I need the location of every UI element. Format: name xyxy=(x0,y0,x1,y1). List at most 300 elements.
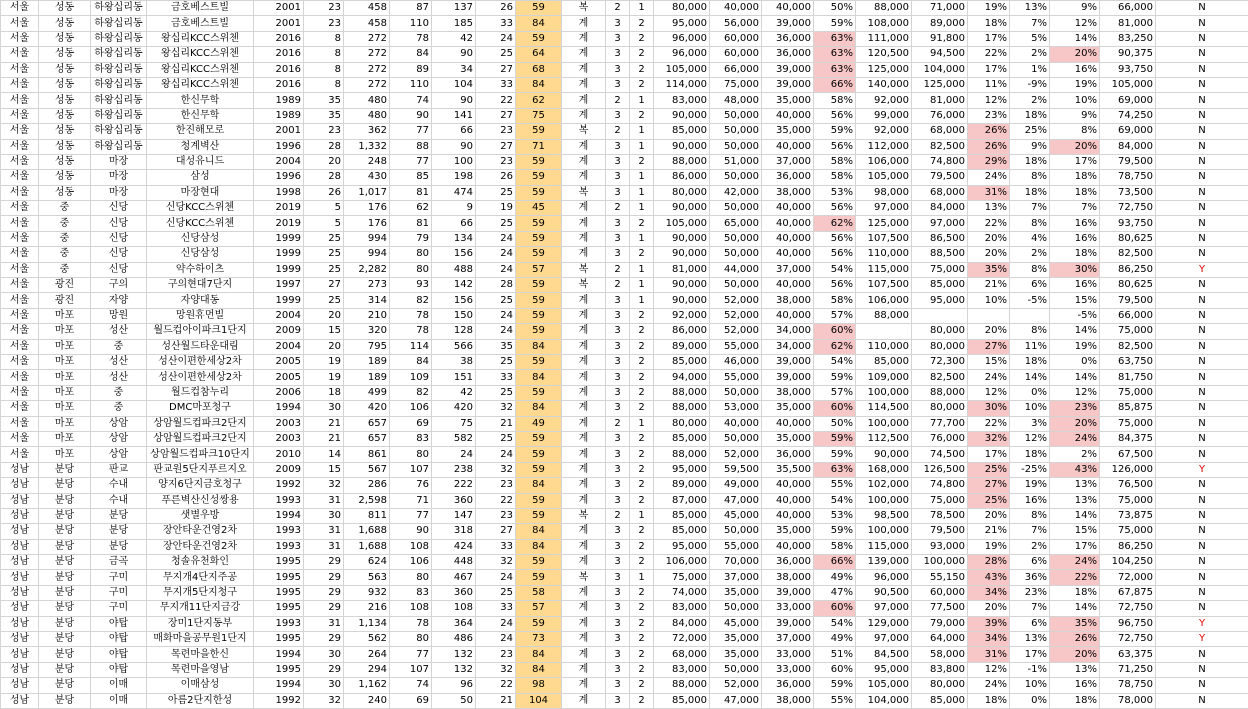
table-cell: 59 xyxy=(516,493,562,508)
table-cell: 320 xyxy=(344,324,390,339)
table-cell: 33,000 xyxy=(762,662,814,677)
table-cell: 장안타운건영2차 xyxy=(147,539,254,554)
table-cell: N xyxy=(1156,154,1248,169)
table-cell: 85,000 xyxy=(654,431,710,446)
table-cell: 3 xyxy=(606,555,630,570)
table-cell: 서울 xyxy=(1,278,39,293)
table-cell: 30 xyxy=(304,508,344,523)
table-cell: 계 xyxy=(562,385,606,400)
table-cell: 84,000 xyxy=(912,201,968,216)
table-cell: 2 xyxy=(630,693,654,708)
table-cell: 75,000 xyxy=(710,77,762,92)
table-cell: 84,500 xyxy=(856,647,912,662)
table-cell: 77,700 xyxy=(912,416,968,431)
table-cell: 27 xyxy=(476,524,516,539)
table-cell: 2 xyxy=(630,647,654,662)
table-row xyxy=(1,478,1248,493)
table-cell: 12% xyxy=(1050,16,1100,31)
table-cell: 계 xyxy=(562,601,606,616)
table-cell: 1992 xyxy=(254,693,304,708)
table-cell: 72,750 xyxy=(1100,601,1156,616)
table-cell: 80 xyxy=(390,632,432,647)
table-cell: 84 xyxy=(516,524,562,539)
table-cell: 22% xyxy=(1050,570,1100,585)
table-cell: 판교원5단지푸르지오 xyxy=(147,462,254,477)
table-cell: 계 xyxy=(562,339,606,354)
table-cell: 66% xyxy=(814,77,856,92)
table-cell: 56% xyxy=(814,201,856,216)
table-cell: 23% xyxy=(968,108,1010,123)
table-cell: 66 xyxy=(432,124,476,139)
table-cell: 77 xyxy=(390,647,432,662)
table-cell: 60,000 xyxy=(710,47,762,62)
table-cell: 하왕십리동 xyxy=(91,124,147,139)
table-cell: 30 xyxy=(304,678,344,693)
table-cell: 서울 xyxy=(1,1,39,16)
table-cell: N xyxy=(1156,231,1248,246)
table-cell: 7% xyxy=(1010,16,1050,31)
table-cell: 97,000 xyxy=(912,216,968,231)
table-cell: 0% xyxy=(1050,354,1100,369)
table-cell: 59 xyxy=(516,555,562,570)
table-row xyxy=(1,247,1248,262)
table-cell: 5% xyxy=(1010,31,1050,46)
table-cell: N xyxy=(1156,539,1248,554)
table-cell: 88,000 xyxy=(856,308,912,323)
table-cell: 67,500 xyxy=(1100,447,1156,462)
table-cell: 657 xyxy=(344,416,390,431)
table-cell: 31 xyxy=(304,493,344,508)
table-cell: Y xyxy=(1156,632,1248,647)
table-cell: 59% xyxy=(814,16,856,31)
table-cell: 198 xyxy=(432,170,476,185)
table-cell: 27 xyxy=(476,62,516,77)
table-cell: 74,000 xyxy=(654,585,710,600)
table-row xyxy=(1,570,1248,585)
table-cell: 92,000 xyxy=(654,308,710,323)
table-cell: 무지개4단지주공 xyxy=(147,570,254,585)
table-cell: 98,500 xyxy=(856,508,912,523)
table-cell: 중 xyxy=(91,401,147,416)
table-cell: 서울 xyxy=(1,47,39,62)
table-cell: 마장 xyxy=(91,154,147,169)
table-cell: 18% xyxy=(1010,154,1050,169)
table-cell: 107 xyxy=(390,662,432,677)
table-cell: 복 xyxy=(562,278,606,293)
table-cell: 458 xyxy=(344,1,390,16)
table-cell: 63% xyxy=(814,62,856,77)
table-cell: 상암 xyxy=(91,447,147,462)
table-cell: 2% xyxy=(1010,247,1050,262)
table-cell: 115,000 xyxy=(856,262,912,277)
table-cell: 125,000 xyxy=(856,62,912,77)
table-cell: 480 xyxy=(344,108,390,123)
table-cell: 복 xyxy=(562,1,606,16)
table-cell: 4% xyxy=(1010,231,1050,246)
table-cell: N xyxy=(1156,139,1248,154)
table-cell: 66,000 xyxy=(1100,308,1156,323)
table-cell: 중 xyxy=(39,201,91,216)
table-cell: 26 xyxy=(304,185,344,200)
table-cell: 15% xyxy=(968,354,1010,369)
table-cell: 서울 xyxy=(1,339,39,354)
table-cell: 56% xyxy=(814,231,856,246)
table-cell: 36,000 xyxy=(762,170,814,185)
table-cell: 1 xyxy=(630,139,654,154)
table-cell: 계 xyxy=(562,447,606,462)
table-cell: 성남 xyxy=(1,647,39,662)
table-row xyxy=(1,678,1248,693)
table-cell: 성남 xyxy=(1,555,39,570)
table-cell: 2006 xyxy=(254,385,304,400)
table-cell: 6% xyxy=(1010,278,1050,293)
table-cell: 189 xyxy=(344,370,390,385)
table-cell: 37,000 xyxy=(762,632,814,647)
table-cell: 104 xyxy=(432,77,476,92)
table-cell: 64 xyxy=(516,47,562,62)
table-cell: 42 xyxy=(432,385,476,400)
table-cell xyxy=(968,308,1010,323)
table-cell: 100,000 xyxy=(912,555,968,570)
table-cell: 27% xyxy=(968,339,1010,354)
table-cell: 84,000 xyxy=(654,616,710,631)
table-cell: 3 xyxy=(606,77,630,92)
table-cell: 망원휴먼빌 xyxy=(147,308,254,323)
table-cell: 3 xyxy=(606,478,630,493)
table-cell: 2 xyxy=(630,77,654,92)
table-cell: 중 xyxy=(39,231,91,246)
table-cell: 32 xyxy=(476,555,516,570)
table-cell: 한진해모로 xyxy=(147,124,254,139)
table-cell: 1 xyxy=(630,170,654,185)
table-cell: 110,000 xyxy=(856,247,912,262)
table-cell: 98,000 xyxy=(856,185,912,200)
table-cell: 64,000 xyxy=(912,632,968,647)
table-cell: 왕십리KCC스위첸 xyxy=(147,77,254,92)
table-cell: 84 xyxy=(390,47,432,62)
table-cell: 신당KCC스위첸 xyxy=(147,201,254,216)
table-cell: 59 xyxy=(516,154,562,169)
table-cell: 75,000 xyxy=(1100,524,1156,539)
table-cell: 33,000 xyxy=(762,647,814,662)
table-cell: 분당 xyxy=(39,693,91,708)
table-cell: 50,000 xyxy=(710,385,762,400)
table-cell: 29 xyxy=(304,662,344,677)
table-cell: N xyxy=(1156,77,1248,92)
table-cell: 23 xyxy=(476,154,516,169)
table-cell: 23% xyxy=(1010,585,1050,600)
table-cell: 25 xyxy=(476,431,516,446)
table-cell: 성산이편한세상2차 xyxy=(147,370,254,385)
table-cell: 36,000 xyxy=(762,447,814,462)
table-cell: 59 xyxy=(516,1,562,16)
table-cell: 37,000 xyxy=(762,154,814,169)
table-cell: 18% xyxy=(1050,170,1100,185)
table-cell: 26% xyxy=(1050,632,1100,647)
table-cell: 8% xyxy=(1010,216,1050,231)
table-cell: 상암 xyxy=(91,431,147,446)
table-cell: 106 xyxy=(390,555,432,570)
table-cell: 68,000 xyxy=(654,647,710,662)
table-cell: 13% xyxy=(1050,478,1100,493)
table-cell: 31 xyxy=(304,616,344,631)
table-cell: 10% xyxy=(968,293,1010,308)
table-cell: 2 xyxy=(606,1,630,16)
table-cell: N xyxy=(1156,339,1248,354)
table-cell: 88,000 xyxy=(654,401,710,416)
table-cell: 248 xyxy=(344,154,390,169)
table-cell: 272 xyxy=(344,77,390,92)
table-cell: 84 xyxy=(390,354,432,369)
table-cell: 63,375 xyxy=(1100,647,1156,662)
table-cell: 상암월드컵파크2단지 xyxy=(147,431,254,446)
table-cell: 52,000 xyxy=(710,293,762,308)
table-cell: 40,000 xyxy=(762,1,814,16)
table-cell: 91,800 xyxy=(912,31,968,46)
table-cell: 38,000 xyxy=(762,385,814,400)
table-cell: 3 xyxy=(606,385,630,400)
table-cell: 59 xyxy=(516,31,562,46)
table-cell: 2016 xyxy=(254,77,304,92)
table-cell: 계 xyxy=(562,401,606,416)
table-cell: 38,000 xyxy=(762,570,814,585)
table-cell: 분당 xyxy=(39,585,91,600)
table-cell: 100 xyxy=(432,154,476,169)
table-cell: 1995 xyxy=(254,570,304,585)
table-cell: 2 xyxy=(630,401,654,416)
table-cell: 811 xyxy=(344,508,390,523)
table-cell: 2 xyxy=(630,108,654,123)
table-row xyxy=(1,632,1248,647)
table-cell: 76,500 xyxy=(1100,478,1156,493)
table-cell: 80 xyxy=(390,262,432,277)
table-cell: 16% xyxy=(1050,678,1100,693)
table-cell: 성동 xyxy=(39,16,91,31)
table-cell: 108 xyxy=(390,601,432,616)
table-cell: 88 xyxy=(390,139,432,154)
table-cell: 96,000 xyxy=(654,47,710,62)
table-cell: 1995 xyxy=(254,662,304,677)
table-cell: 81,000 xyxy=(654,262,710,277)
table-cell: 39,000 xyxy=(762,77,814,92)
table-cell: 성남 xyxy=(1,478,39,493)
table-cell: N xyxy=(1156,478,1248,493)
table-cell: 분당 xyxy=(39,678,91,693)
table-row xyxy=(1,339,1248,354)
table-cell: 75,000 xyxy=(1100,493,1156,508)
table-cell: 81,000 xyxy=(912,93,968,108)
table-cell: 2005 xyxy=(254,370,304,385)
table-cell: 10% xyxy=(1050,93,1100,108)
table-cell: 마포 xyxy=(39,339,91,354)
table-cell: 분당 xyxy=(91,524,147,539)
table-cell: 114,000 xyxy=(654,77,710,92)
table-cell: 66,000 xyxy=(1100,1,1156,16)
table-row xyxy=(1,324,1248,339)
table-cell: 서울 xyxy=(1,185,39,200)
table-cell: 69,000 xyxy=(1100,93,1156,108)
table-cell: 계 xyxy=(562,678,606,693)
table-cell: 85,000 xyxy=(654,693,710,708)
table-cell: 3 xyxy=(606,370,630,385)
table-cell: 80,625 xyxy=(1100,278,1156,293)
table-cell: 8 xyxy=(304,47,344,62)
table-cell: 3 xyxy=(606,524,630,539)
table-cell: 15 xyxy=(304,462,344,477)
table-row xyxy=(1,308,1248,323)
table-cell: 복 xyxy=(562,508,606,523)
table-cell: -9% xyxy=(1010,77,1050,92)
table-cell: 54% xyxy=(814,354,856,369)
table-cell: 53% xyxy=(814,185,856,200)
table-cell: -5% xyxy=(1010,293,1050,308)
table-cell: 97,000 xyxy=(856,201,912,216)
table-cell: 50,000 xyxy=(710,524,762,539)
table-cell: 1 xyxy=(630,262,654,277)
table-cell: 20 xyxy=(304,339,344,354)
table-cell: 무지개11단지금강 xyxy=(147,601,254,616)
table-cell: 22% xyxy=(968,416,1010,431)
table-cell: 36% xyxy=(1010,570,1050,585)
table-cell: 1,688 xyxy=(344,524,390,539)
table-row xyxy=(1,31,1248,46)
table-cell: N xyxy=(1156,124,1248,139)
table-cell: 22% xyxy=(968,216,1010,231)
table-cell: 이매 xyxy=(91,693,147,708)
table-cell: 34,000 xyxy=(762,324,814,339)
table-cell: 42 xyxy=(432,31,476,46)
table-cell: 120,500 xyxy=(856,47,912,62)
table-cell: 73,875 xyxy=(1100,508,1156,523)
table-cell: 서울 xyxy=(1,262,39,277)
table-cell: 90,000 xyxy=(856,447,912,462)
table-cell: 14% xyxy=(1050,31,1100,46)
table-cell: 55,000 xyxy=(710,339,762,354)
table-cell: 424 xyxy=(432,539,476,554)
table-cell: 85,000 xyxy=(856,354,912,369)
table-cell: 86,250 xyxy=(1100,262,1156,277)
table-cell: 8 xyxy=(304,31,344,46)
table-cell: 3 xyxy=(606,16,630,31)
table-cell: N xyxy=(1156,201,1248,216)
table-cell: 1993 xyxy=(254,616,304,631)
table-cell: 65,000 xyxy=(710,216,762,231)
table-cell: 3 xyxy=(606,431,630,446)
table-cell: 1,162 xyxy=(344,678,390,693)
table-cell: 17% xyxy=(1010,647,1050,662)
table-cell: 36,000 xyxy=(762,678,814,693)
table-cell: 21 xyxy=(304,431,344,446)
table-cell: 106,000 xyxy=(654,555,710,570)
table-cell: N xyxy=(1156,354,1248,369)
table-cell: 2019 xyxy=(254,201,304,216)
table-cell: 19 xyxy=(304,354,344,369)
table-cell: 40,000 xyxy=(762,247,814,262)
table-cell: 62% xyxy=(814,339,856,354)
table-cell: 90,000 xyxy=(654,201,710,216)
table-cell: 63% xyxy=(814,47,856,62)
table-cell: 114 xyxy=(390,339,432,354)
table-cell: 110 xyxy=(390,77,432,92)
table-cell: 134 xyxy=(432,231,476,246)
table-cell: 80,000 xyxy=(912,678,968,693)
table-cell: 84 xyxy=(516,647,562,662)
table-cell: 95,000 xyxy=(654,539,710,554)
table-cell: 계 xyxy=(562,31,606,46)
table-cell: 90,000 xyxy=(654,139,710,154)
table-cell: 계 xyxy=(562,431,606,446)
table-cell: 33 xyxy=(476,370,516,385)
table-cell: 왕십리KCC스위첸 xyxy=(147,47,254,62)
table-cell: 150 xyxy=(432,308,476,323)
table-cell: 25 xyxy=(476,293,516,308)
table-cell: 2 xyxy=(630,47,654,62)
table-cell: 2 xyxy=(630,632,654,647)
table-cell: 장미1단지동부 xyxy=(147,616,254,631)
table-cell: 복 xyxy=(562,124,606,139)
table-cell: 2001 xyxy=(254,1,304,16)
table-cell: 272 xyxy=(344,47,390,62)
table-cell: 58 xyxy=(516,585,562,600)
table-cell: 1,688 xyxy=(344,539,390,554)
table-cell: 83 xyxy=(390,431,432,446)
table-row xyxy=(1,662,1248,677)
table-row xyxy=(1,216,1248,231)
table-cell: 49,000 xyxy=(710,478,762,493)
table-cell: 29% xyxy=(968,154,1010,169)
table-cell: 20% xyxy=(1050,47,1100,62)
table-cell: 2003 xyxy=(254,431,304,446)
table-cell: 84,375 xyxy=(1100,431,1156,446)
table-cell: 40,000 xyxy=(710,416,762,431)
table-cell: 서울 xyxy=(1,77,39,92)
table-cell: 88,000 xyxy=(654,385,710,400)
table-cell: 성남 xyxy=(1,570,39,585)
table-cell: 111,000 xyxy=(856,31,912,46)
table-cell: 59 xyxy=(516,170,562,185)
table-cell: 78,500 xyxy=(912,508,968,523)
table-cell: 19% xyxy=(968,1,1010,16)
table-cell: 3 xyxy=(606,308,630,323)
table-cell: 15 xyxy=(304,324,344,339)
table-cell: 마장현대 xyxy=(147,185,254,200)
table-cell: 84 xyxy=(516,539,562,554)
table-cell: 566 xyxy=(432,339,476,354)
table-cell: 22 xyxy=(476,678,516,693)
table-cell: 71 xyxy=(516,139,562,154)
table-cell: 108 xyxy=(432,601,476,616)
table-cell: 105,000 xyxy=(654,62,710,77)
table-cell: 35,000 xyxy=(762,524,814,539)
table-cell: 82,500 xyxy=(912,370,968,385)
table-row xyxy=(1,154,1248,169)
table-cell: 132 xyxy=(432,662,476,677)
table-cell: 2 xyxy=(630,662,654,677)
table-cell: 360 xyxy=(432,493,476,508)
table-cell: N xyxy=(1156,31,1248,46)
table-cell: 92,000 xyxy=(856,93,912,108)
table-cell: 83 xyxy=(390,585,432,600)
table-cell: 57 xyxy=(516,601,562,616)
table-cell: 25 xyxy=(476,185,516,200)
table-cell: 20 xyxy=(304,308,344,323)
table-cell: 55,000 xyxy=(710,370,762,385)
table-cell: 마장 xyxy=(91,185,147,200)
table-cell: 77 xyxy=(390,154,432,169)
table-cell: 81,750 xyxy=(1100,370,1156,385)
table-cell: 계 xyxy=(562,201,606,216)
table-cell: 14% xyxy=(1050,508,1100,523)
